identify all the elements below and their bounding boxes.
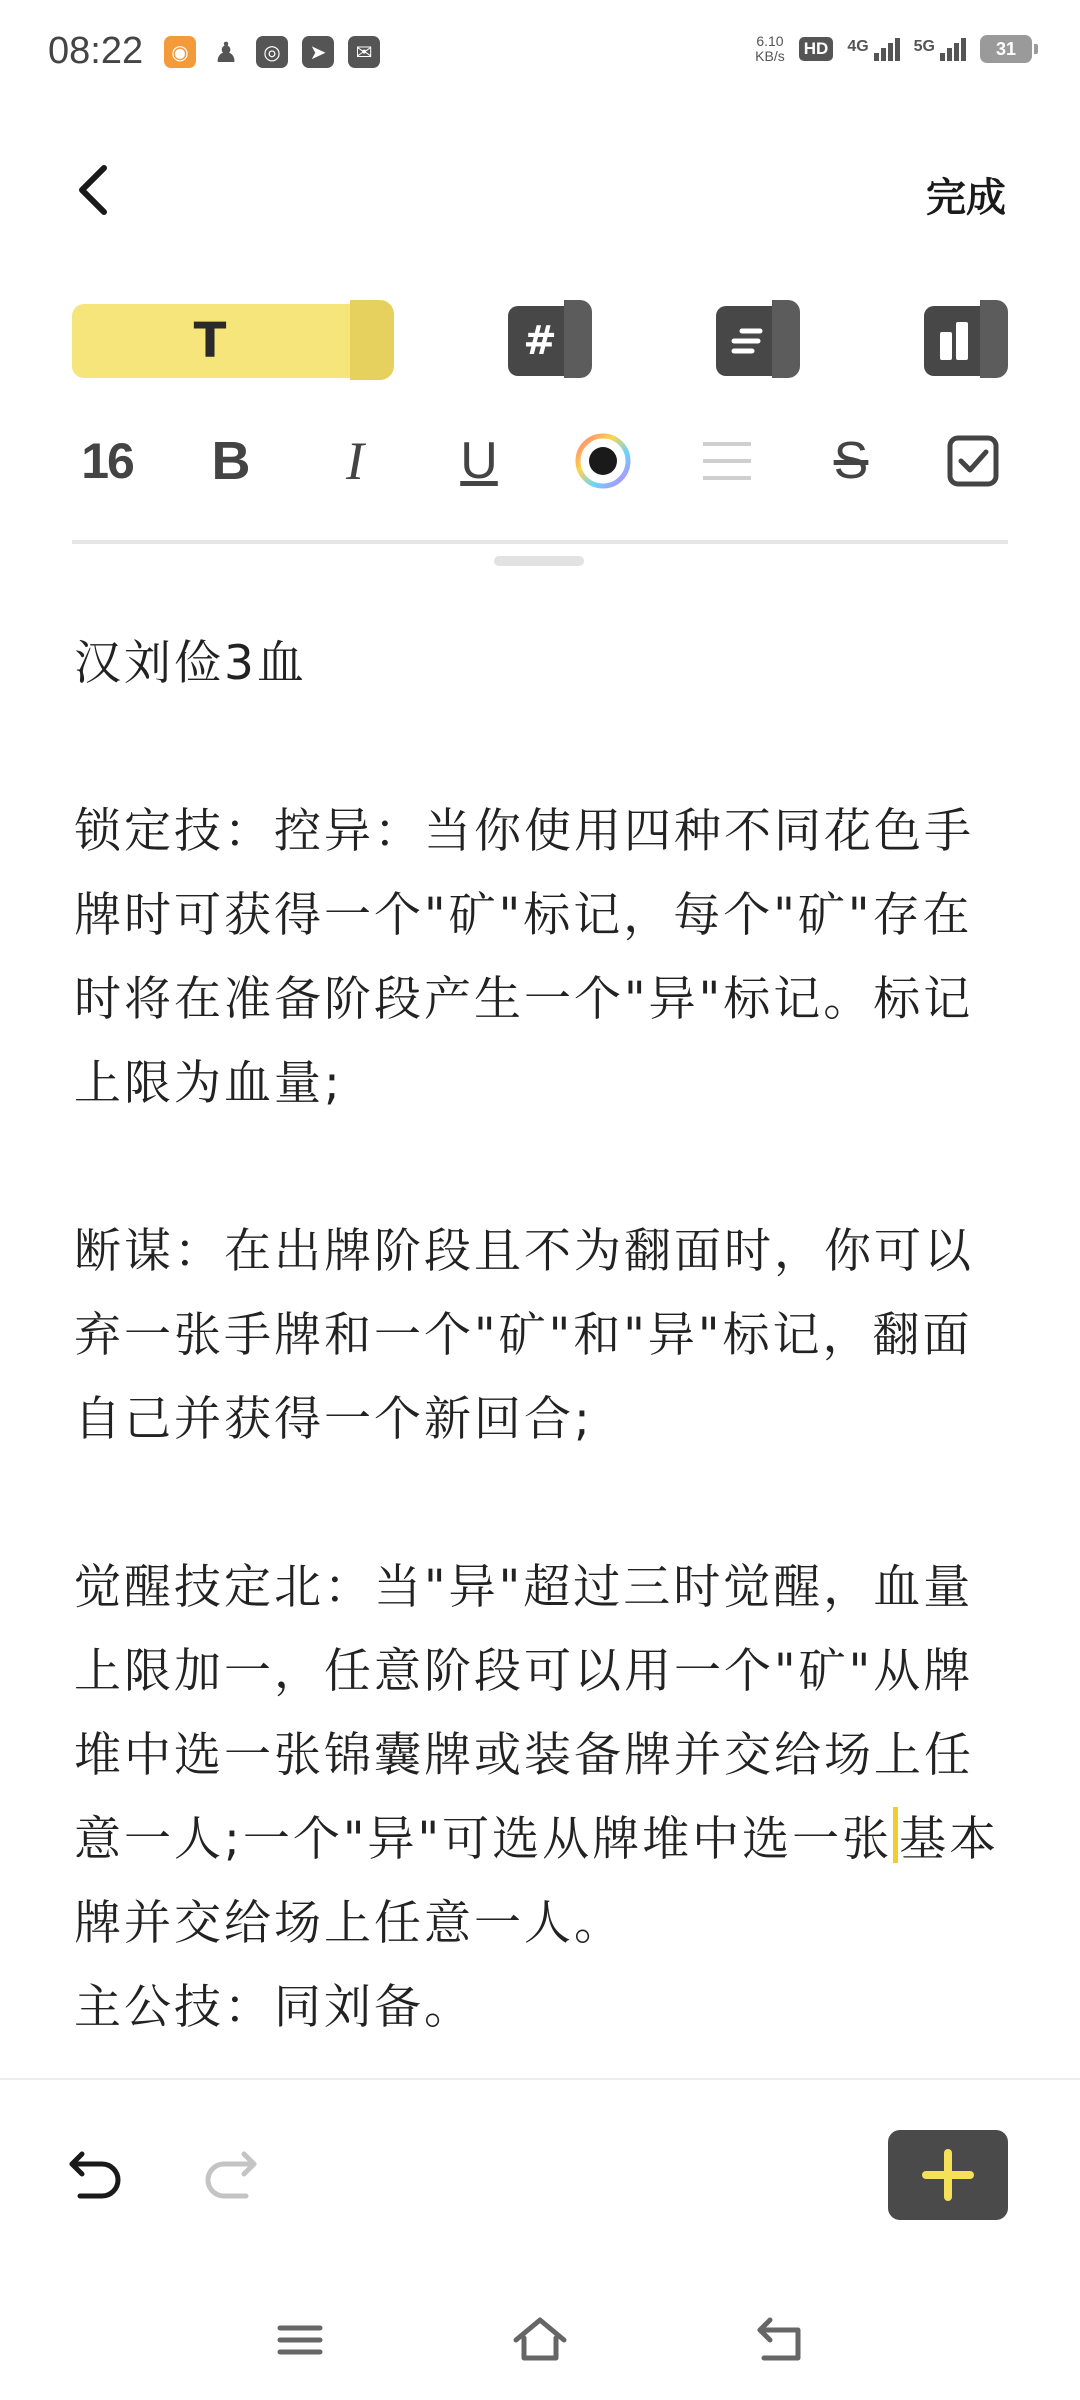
toolbar-divider [72, 540, 1008, 544]
text-line: 弃一张手牌和一个"矿"和"异"标记，翻面 [74, 1308, 973, 1363]
text-after-cursor: 基本 [899, 1812, 1000, 1867]
text-line: 锁定技：控异：当你使用四种不同花色手 [74, 804, 974, 859]
text-line: 时将在准备阶段产生一个"异"标记。标记 [74, 972, 974, 1027]
undo-icon [64, 2140, 128, 2204]
color-wheel-icon [574, 432, 632, 490]
back-nav-button[interactable] [750, 2310, 810, 2370]
qq-icon: ♟ [213, 35, 239, 69]
menu-icon [270, 2310, 330, 2370]
sim1-signal-icon [847, 38, 899, 61]
body-text-style-button[interactable] [72, 300, 392, 382]
align-button[interactable] [692, 426, 762, 496]
system-nav-bar [0, 2300, 1080, 2380]
columns-icon [936, 318, 976, 364]
plus-icon [920, 2147, 976, 2203]
bold-button[interactable]: B [211, 431, 251, 491]
net-speed-value: 6.10 [756, 33, 784, 49]
status-bar [0, 0, 1080, 110]
bottom-divider [0, 2078, 1080, 2080]
checklist-button[interactable] [938, 426, 1008, 496]
notification-icons [164, 36, 380, 68]
telegram-icon: ➤ [302, 36, 334, 68]
lines-icon [728, 321, 768, 361]
hash-icon: # [523, 318, 557, 364]
net-speed-unit: KB/s [755, 48, 785, 64]
note-editor[interactable] [74, 622, 1014, 2050]
format-toolbar [72, 426, 1008, 496]
sim2-label: 5G [913, 37, 935, 55]
text-line: 觉醒技定北：当"异"超过三时觉醒，血量 [74, 1560, 974, 1615]
back-arrow-icon [750, 2310, 810, 2370]
text-color-button[interactable] [568, 426, 638, 496]
layout-style-button[interactable] [924, 300, 1008, 382]
undo-button[interactable] [64, 2140, 128, 2204]
system-status [755, 34, 1032, 64]
status-time: 08:22 [48, 30, 144, 72]
font-size-button[interactable]: 16 [81, 433, 133, 489]
sim1-label: 4G [847, 37, 869, 55]
text-line: 上限加一，任意阶段可以用一个"矿"从牌 [74, 1644, 974, 1699]
weibo-icon: ◎ [256, 36, 288, 68]
sim2-signal-icon [914, 38, 966, 61]
redo-button[interactable] [198, 2140, 262, 2204]
underline-button[interactable]: U [460, 432, 498, 490]
message-icon: ✉ [348, 36, 380, 68]
app-notification-icon: ◉ [164, 36, 196, 68]
hd-badge: HD [799, 37, 834, 61]
text-cursor [893, 1807, 898, 1863]
heading-style-button[interactable] [508, 300, 592, 382]
add-button[interactable] [888, 2130, 1008, 2220]
done-button[interactable]: 完成 [926, 175, 1006, 221]
align-lines-icon [699, 436, 755, 486]
battery-icon [980, 35, 1032, 63]
italic-button[interactable]: I [346, 431, 364, 491]
battery-level: 31 [995, 38, 1017, 59]
text-before-cursor: 意一人;一个"异"可选从牌堆中选一张 [74, 1812, 893, 1867]
note-title: 汉刘俭3血 [74, 636, 307, 691]
paragraph-style-bar [72, 300, 1008, 382]
text-line: 堆中选一张锦囊牌或装备牌并交给场上任 [74, 1728, 974, 1783]
strikethrough-button[interactable]: S [833, 432, 869, 490]
back-button[interactable] [66, 160, 126, 220]
text-line: 主公技：同刘备。 [74, 1980, 474, 2035]
home-icon [510, 2310, 570, 2370]
home-button[interactable] [510, 2310, 570, 2370]
list-style-button[interactable] [716, 300, 800, 382]
recents-button[interactable] [270, 2310, 330, 2370]
text-line-with-cursor [74, 1798, 1014, 1882]
redo-icon [198, 2140, 262, 2204]
drag-handle[interactable] [494, 556, 584, 566]
text-style-icon: T [193, 313, 227, 369]
text-line: 牌时可获得一个"矿"标记，每个"矿"存在 [74, 888, 973, 943]
chevron-left-icon [66, 160, 126, 220]
network-speed [755, 34, 785, 64]
text-line: 自己并获得一个新回合; [74, 1392, 593, 1447]
text-line: 牌并交给场上任意一人。 [74, 1896, 624, 1951]
text-line: 上限为血量; [74, 1056, 343, 1111]
text-line: 断谋：在出牌阶段且不为翻面时，你可以 [74, 1224, 974, 1279]
checkbox-icon [945, 433, 1001, 489]
